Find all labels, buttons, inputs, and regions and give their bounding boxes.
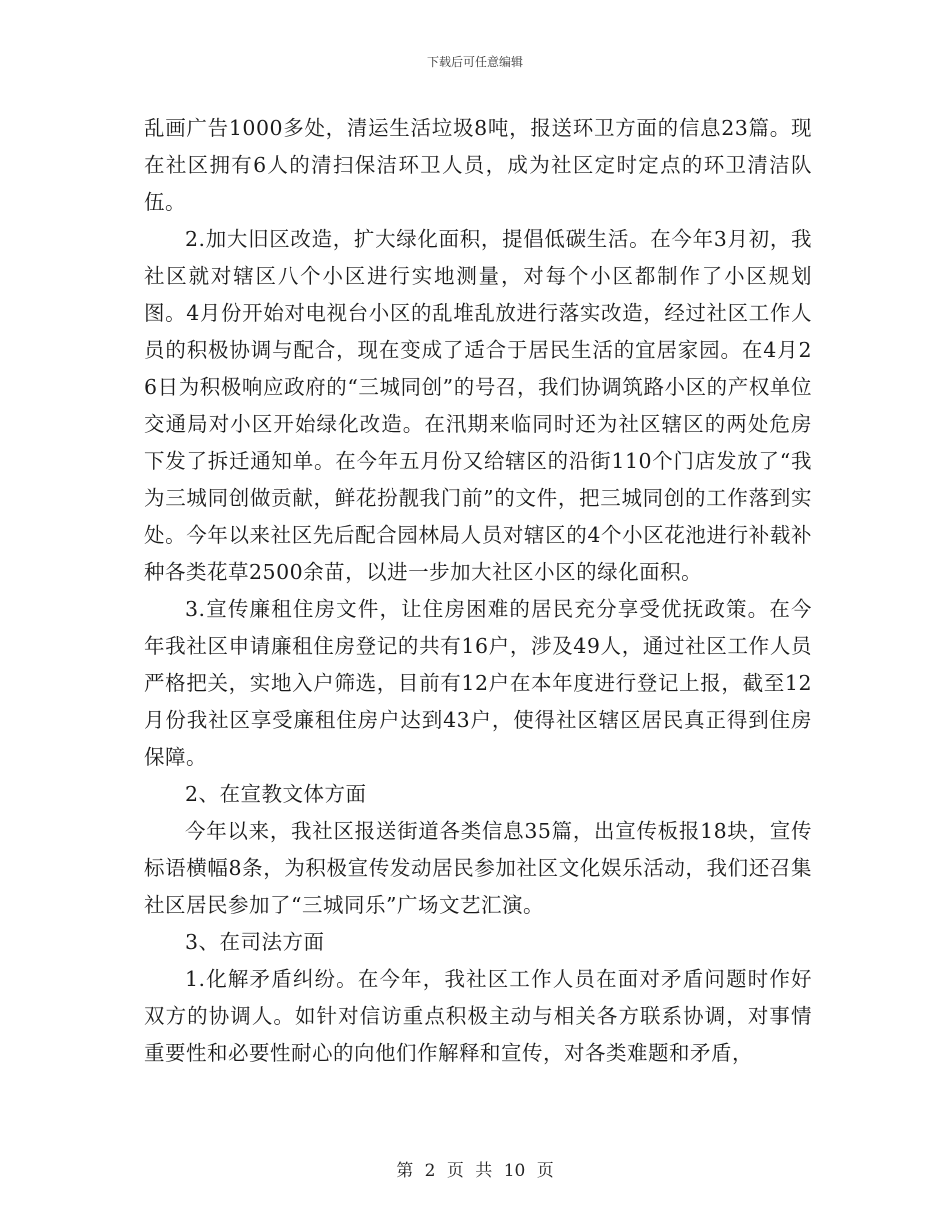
section-heading-publicity-culture: 2、在宣教文体方面 xyxy=(185,782,367,806)
paragraph-sanitation-continued: 乱画广告1000多处，清运生活垃圾8吨，报送环卫方面的信息23篇。现在社区拥有6人的清扫保洁环卫人员，成为社区定时定点的环卫清洁队伍。 xyxy=(144,116,812,214)
document-body xyxy=(144,110,812,1072)
paragraph-low-rent-housing: 3.宣传廉租住房文件，让住房困难的居民充分享受优抚政策。在今年我社区申请廉租住房登记的共有16户，涉及49人，通过社区工作人员严格把关，实地入户筛选，目前有12户在本年度进行登记上报，截至12月份我社区享受廉租住房户达到43户，使得社区辖区居民真正得到住房保障。 xyxy=(144,597,812,769)
section-heading-judicial: 3、在司法方面 xyxy=(185,930,325,954)
page-header: 下载后可任意编辑 xyxy=(426,55,523,69)
paragraph-publicity-culture: 今年以来，我社区报送街道各类信息35篇，出宣传板报18块，宣传标语横幅8条，为积极宣传发动居民参加社区文化娱乐活动，我们还召集社区居民参加了“三城同乐”广场文艺汇演。 xyxy=(144,819,812,917)
page-number-footer: 第 2 页 共 10 页 xyxy=(396,1161,554,1181)
paragraph-old-district-renovation: 2.加大旧区改造，扩大绿化面积，提倡低碳生活。在今年3月初，我社区就对辖区八个小区进行实地测量，对每个小区都制作了小区规划图。4月份开始对电视台小区的乱堆乱放进行落实改造，经过社区工作人员的积极协调与配合，现在变成了适合于居民生活的宜居家园。在4月26日为积极响应政府的“三城同创”的号召，我们协调筑路小区的产权单位交通局对小区开始绿化改造。在汛期来临同时还为社区辖区的两处危房下发了拆迁通知单。在今年五月份又给辖区的沿街110个门店发放了“我为三城同创做贡献，鲜花扮靓我门前”的文件，把三城同创的工作落到实处。今年以来社区先后配合园林局人员对辖区的4个小区花池进行补载补种各类花草2500余苗，以进一步加大社区小区的绿化面积。 xyxy=(144,227,812,584)
paragraph-dispute-resolution: 1.化解矛盾纠纷。在今年，我社区工作人员在面对矛盾问题时作好双方的协调人。如针对信访重点积极主动与相关各方联系协调，对事情重要性和必要性耐心的向他们作解释和宣传，对各类难题和矛盾， xyxy=(144,967,812,1065)
